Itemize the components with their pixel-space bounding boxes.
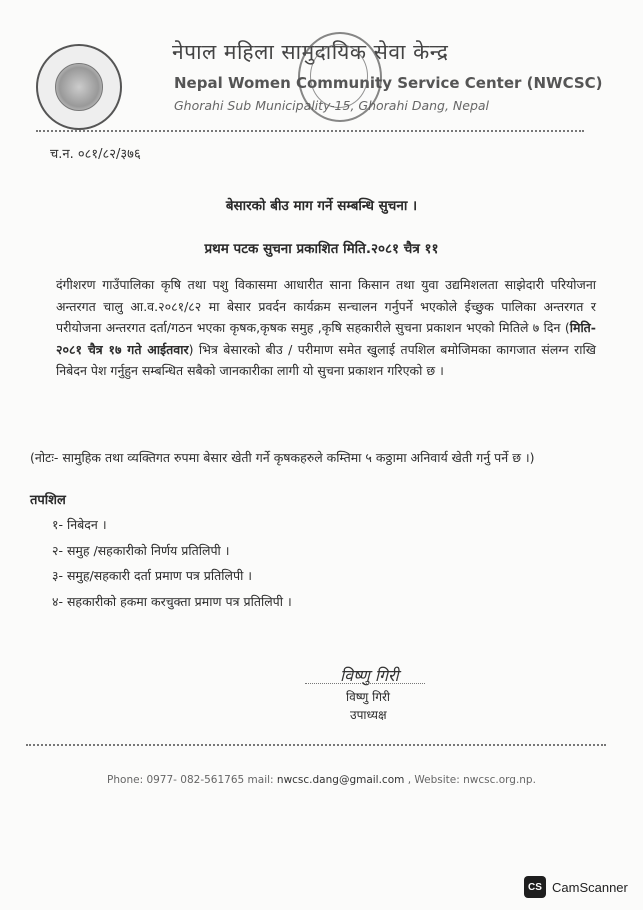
annex-item: २- समुह /सहकारीको निर्णय प्रतिलिपी । xyxy=(52,542,230,558)
office-seal-stamp xyxy=(298,32,382,122)
signer-name: विष्णु गिरी xyxy=(346,690,391,704)
header-divider xyxy=(36,130,584,132)
org-name-english: Nepal Women Community Service Center (NWCSC) xyxy=(174,74,603,92)
notice-note: (नोटः- सामुहिक तथा व्यक्तिगत रुपमा बेसार खेती गर्ने कृषकहरुले कम्तिमा ५ कठ्ठामा अनिवार्य खेती गर्नु पर्ने छ ।) xyxy=(30,450,535,465)
org-address: Ghorahi Sub Municipality-15, Ghorahi Dang, Nepal xyxy=(174,98,490,113)
camscanner-label: CamScanner xyxy=(552,879,628,895)
footer-contact xyxy=(0,774,643,786)
notice-subject: बेसारको बीउ माग गर्ने सम्बन्धि सुचना । xyxy=(225,198,418,214)
deadline-date: मिति- २०८१ चैत्र १७ गते आईतवार xyxy=(56,320,596,357)
annex-item: ३- समुह/सहकारी दर्ता प्रमाण पत्र प्रतिलिपी । xyxy=(52,568,253,583)
footer-website: , Website: nwcsc.org.np. xyxy=(404,774,536,786)
body-part-1: दंगीशरण गाउँपालिका कृषि तथा पशु विकासमा आधारीत साना किसान तथा युवा उद्यमिशलता साझेदारी परियोजना अन्तरगत चालु आ.व.२०८१/८२ मा बेसार प्रवर्दन कार्यक्रम सन्चालन गर्नुपर्ने भएकोले ईच्छुक पालिका अन्तरगत र परीयोजना अन्तरगत दर्ता/गठन भएका कृषक,कृषक समुह ,कृषि सहकारीले सुचना प्रकाशन भएको मितिले ७ दिन ( xyxy=(56,277,596,335)
footer-email: nwcsc.dang@gmail.com xyxy=(276,774,405,786)
body-part-2: ) भित्र बेसारको बीउ / परीमाण समेत खुलाई तपशिल बमोजिमका कागजात संलग्न राखि निबेदन पेश गर्नुहुन सम्बन्धित सबैको जानकारीका लागी यो सुचना प्रकाशन गरिएको छ । xyxy=(56,341,596,378)
footer-phone: Phone: 0977- 082-561765 mail: xyxy=(107,774,277,786)
annex-list xyxy=(52,512,292,614)
signer-title: उपाध्यक्ष xyxy=(350,708,387,722)
signature-line xyxy=(305,683,425,684)
annex-title: तपशिल xyxy=(30,493,66,508)
publication-date-line: प्रथम पटक सुचना प्रकाशित मिति.२०८१ चैत्र ११ xyxy=(204,241,439,257)
footer-divider xyxy=(26,744,606,746)
annex-item: १- निबेदन । xyxy=(52,517,107,532)
organization-logo-icon xyxy=(36,44,122,130)
annex-item: ४- सहकारीको हकमा करचुक्ता प्रमाण पत्र प्रतिलिपी । xyxy=(52,593,292,609)
reference-number: च.न. ०८१/८२/३७६ xyxy=(50,147,141,162)
handwritten-signature: विष्णु गिरी xyxy=(340,666,399,685)
notice-body xyxy=(56,274,596,382)
camscanner-watermark xyxy=(524,876,628,898)
org-name-nepali: नेपाल महिला सामुदायिक सेवा केन्द्र xyxy=(172,40,449,64)
camscanner-icon: CS xyxy=(524,876,546,898)
seal-inner-ring xyxy=(310,44,368,108)
logo-emblem xyxy=(55,63,103,111)
